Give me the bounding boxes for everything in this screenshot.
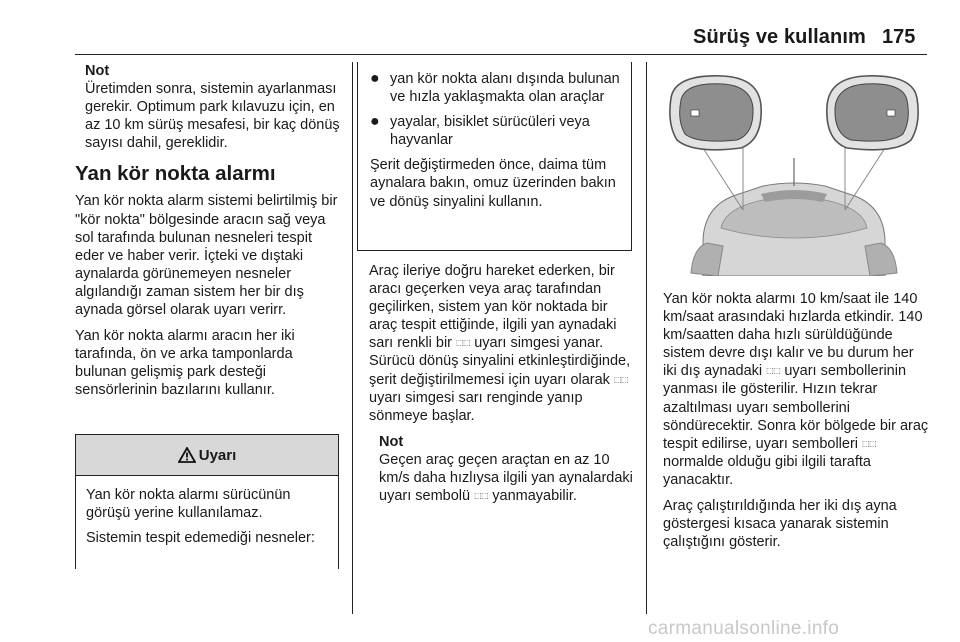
blind-spot-symbol-icon: ⬚⬚ <box>862 438 877 448</box>
column-divider-2 <box>646 62 647 614</box>
warning-header <box>76 435 338 476</box>
page-header-title: Sürüş ve kullanım <box>693 26 866 48</box>
paragraph-sensors: Yan kör nokta alarmı aracın her iki tarafında, ön ve arka tamponlarda bulunan gelişmiş park desteği sensörlerinin bazılarını kullanır. <box>75 328 295 399</box>
warning-triangle-icon <box>178 447 196 463</box>
warning-box-text: Şerit değiştirmeden önce, daima tüm aynalara bakın, omuz üzerinden bakın ve dönüş sinyalini kullanın. <box>370 157 616 210</box>
watermark: carmanualsonline.info <box>648 618 840 639</box>
bullet-text: yayalar, bisiklet sürücüleri veya hayvanlar <box>390 114 590 149</box>
text-segment: Yan kör nokta alarmı 10 km/saat ile 140 km/saat arasındaki hızlarda etkindir. 140 km/saatten daha hızlı sürüldüğünde sistem devre dışı kalır ve bu durum her iki dış aynadaki <box>663 291 923 380</box>
paragraph-detection <box>369 262 634 425</box>
text-segment: yanmayabilir. <box>492 488 577 505</box>
bullet-text: yan kör nokta alanı dışında bulunan ve hızla yaklaşmakta olan araçlar <box>390 71 620 106</box>
warning-text-2: Sistemin tespit edemediği nesneler: <box>86 530 315 547</box>
blind-spot-symbol-icon: ⬚⬚ <box>613 374 629 384</box>
bullet-dot-icon: ● <box>370 70 380 87</box>
text-segment: Geçen araç geçen araçtan en az 10 km/s daha hızlıysa ilgili yan aynalardaki uyarı sembolü <box>379 451 633 505</box>
note-text <box>379 451 634 505</box>
warning-body <box>76 476 338 547</box>
paragraph-speed-range <box>663 290 929 489</box>
bullet-dot-icon: ● <box>370 113 380 131</box>
text-segment: uyarı simgesi sarı renginde yanıp sönmeye başlar. <box>369 389 583 424</box>
column-2-body <box>369 262 634 514</box>
paragraph-startup: Araç çalıştırıldığında her iki dış ayna göstergesi kısaca yanarak sistemin çalıştığını gösterir. <box>663 498 897 551</box>
text-segment: uyarı sembollerinin yanması ile gösterilir. Hızın tekrar azaltılması uyarı sembollerini söndürecektir. Sonra kör bölgede bir araç tespit edilirse, uyarı sembolleri <box>663 363 929 452</box>
bullet-item <box>370 70 621 106</box>
section-heading: Yan kör nokta alarmı <box>75 162 276 186</box>
blind-spot-symbol-icon: ⬚⬚ <box>766 366 781 376</box>
column-3-body <box>663 290 929 559</box>
warning-title: Uyarı <box>198 446 237 464</box>
note-block <box>369 433 634 505</box>
note-block <box>75 62 345 152</box>
blind-spot-symbol-icon: ⬚⬚ <box>474 491 489 501</box>
paragraph-intro: Yan kör nokta alarm sistemi belirtilmiş bir "kör nokta" bölgesinde aracın sağ veya sol tarafında bulunan nesneleri tespit eder ve haber verir. İçteki ve dıştaki aynalarda görünemeyen nesneler algılandığı zaman sistem her bir dış aynada görsel olarak uyarı verirr. <box>75 193 338 319</box>
text-segment: Araç ileriye doğru hareket ederken, bir aracı geçerken veya araç tarafından geçilirken, sistem yan kör noktada bir araç tespit ettiğinde, ilgili yan aynadaki sarı renkli bir <box>369 263 617 352</box>
column-divider-1 <box>352 62 353 614</box>
column-1 <box>75 62 345 408</box>
text-segment: normalde olduğu gibi ilgili tarafta yanacaktır. <box>663 453 871 488</box>
text-segment: uyarı simgesi yanar. Sürücü dönüş sinyalini etkinleştirdiğinde, şerit değiştirilmemesi için uyarı olarak <box>369 335 631 388</box>
mirror-illustration <box>663 68 925 276</box>
header-divider <box>75 54 927 55</box>
blind-spot-symbol-icon: ⬚⬚ <box>456 338 471 348</box>
bullet-item <box>370 113 621 149</box>
note-label: Not <box>85 63 110 79</box>
warning-box <box>75 434 339 569</box>
note-label: Not <box>379 433 404 450</box>
page-number: 175 <box>882 26 916 48</box>
note-text: Üretimden sonra, sistemin ayarlanması gerekir. Optimum park kılavuzu için, en az 10 km sürüş mesafesi, bir kaç dönüş sayısı dahil, gereklidir. <box>85 81 340 152</box>
warning-text-1: Yan kör nokta alarmı sürücünün görüşü yerine kullanılamaz. <box>86 487 291 522</box>
warning-continuation-box <box>357 62 632 251</box>
